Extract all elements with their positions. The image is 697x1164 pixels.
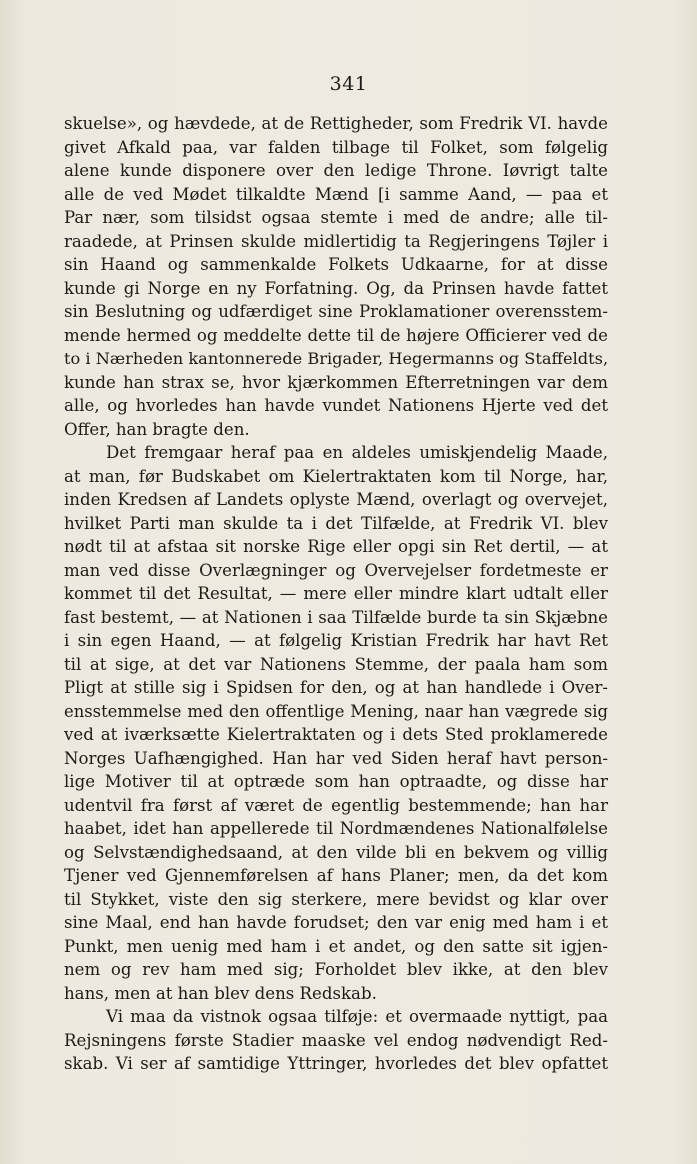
text-line: ved at iværksætte Kielertraktaten og i dets Sted proklamerede [64,725,608,744]
text-line: inden Kredsen af Landets oplyste Mænd, overlagt og overvejet, [64,490,608,509]
text-line: Pligt at stille sig i Spidsen for den, og at han handlede i Over- [64,678,608,697]
text-line: nem og rev ham med sig; Forholdet blev ikke, at den blev [64,960,608,979]
text-line: ensstemmelse med den offentlige Mening, naar han vægrede sig [64,701,608,721]
text-line: skab. Vi ser af samtidige Yttringer, hvorledes det blev opfattet [64,1054,608,1073]
text-line: alle de ved Mødet tilkaldte Mænd [i samme Aand, — paa et [64,184,608,204]
body-text [64,112,608,1076]
text-line: kommet til det Resultat, — mere eller mindre klart udtalt eller [64,584,608,603]
text-line: raadede, at Prinsen skulde midlertidig ta Regjeringens Tøjler i [64,231,608,251]
text-line: udentvil fra først af været de egentlig bestemmende; han har [64,795,608,815]
text-line: at man, før Budskabet om Kielertraktaten kom til Norge, har, [64,466,608,486]
text-line: sin Haand og sammenkalde Folkets Udkaarne, for at disse [64,255,608,274]
text-line: til Stykket, viste den sig sterkere, mere bevidst og klar over [64,889,608,909]
text-line: mende hermed og meddelte dette til de højere Officierer ved de [64,325,608,345]
text-line: Norges Uafhængighed. Han har ved Siden heraf havt person- [64,748,608,768]
text-line: alle, og hvorledes han havde vundet Nationens Hjerte ved det [64,396,608,415]
text-line: og Selvstændighedsaand, at den vilde bli en bekvem og villig [64,842,608,862]
text-line: hans, men at han blev dens Redskab. [64,983,377,1003]
text-line: hvilket Parti man skulde ta i det Tilfælde, at Fredrik VI. blev [64,513,608,533]
text-line: Det fremgaar heraf paa en aldeles umiskjendelig Maade, [106,443,608,462]
text-line: sin Beslutning og udfærdiget sine Proklamationer overensstem- [64,302,608,321]
text-line: Vi maa da vistnok ogsaa tilføje: et overmaade nyttigt, paa [106,1007,608,1026]
text-line: Offer, han bragte den. [64,419,250,439]
text-line: Tjener ved Gjennemførelsen af hans Planer; men, da det kom [64,866,608,885]
text-line: nødt til at afstaa sit norske Rige eller opgi sin Ret dertil, — at [64,537,608,556]
page-number: 341 [329,73,368,95]
text-line: sine Maal, end han havde forudset; den var enig med ham i et [64,913,608,932]
text-line: alene kunde disponere over den ledige Throne. Iøvrigt talte [64,161,608,180]
text-line: man ved disse Overlægninger og Overvejelser fordetmeste er [64,560,608,580]
text-line: skuelse», og hævdede, at de Rettigheder, som Fredrik VI. havde [64,114,608,133]
text-line: Par nær, som tilsidst ogsaa stemte i med de andre; alle til- [64,208,608,227]
text-line: i sin egen Haand, — at følgelig Kristian Fredrik har havt Ret [64,631,608,650]
text-line: givet Afkald paa, var falden tilbage til Folket, som følgelig [64,137,608,157]
text-line: kunde gi Norge en ny Forfatning. Og, da Prinsen havde fattet [64,278,608,298]
text-line: til at sige, at det var Nationens Stemme, der paala ham som [64,654,608,674]
text-line: fast bestemt, — at Nationen i saa Tilfælde burde ta sin Skjæbne [64,607,608,627]
text-line: kunde han strax se, hvor kjærkommen Efterretningen var dem [64,372,608,392]
text-line: haabet, idet han appellerede til Nordmændenes Nationalfølelse [64,819,608,838]
text-line: lige Motiver til at optræde som han optraadte, og disse har [64,772,608,791]
text-line: to i Nærheden kantonnerede Brigader, Hegermanns og Staffeldts, [64,349,609,368]
text-line: Punkt, men uenig med ham i et andet, og den satte sit igjen- [64,936,608,956]
text-line: Rejsningens første Stadier maaske vel endog nødvendigt Red- [64,1030,608,1050]
